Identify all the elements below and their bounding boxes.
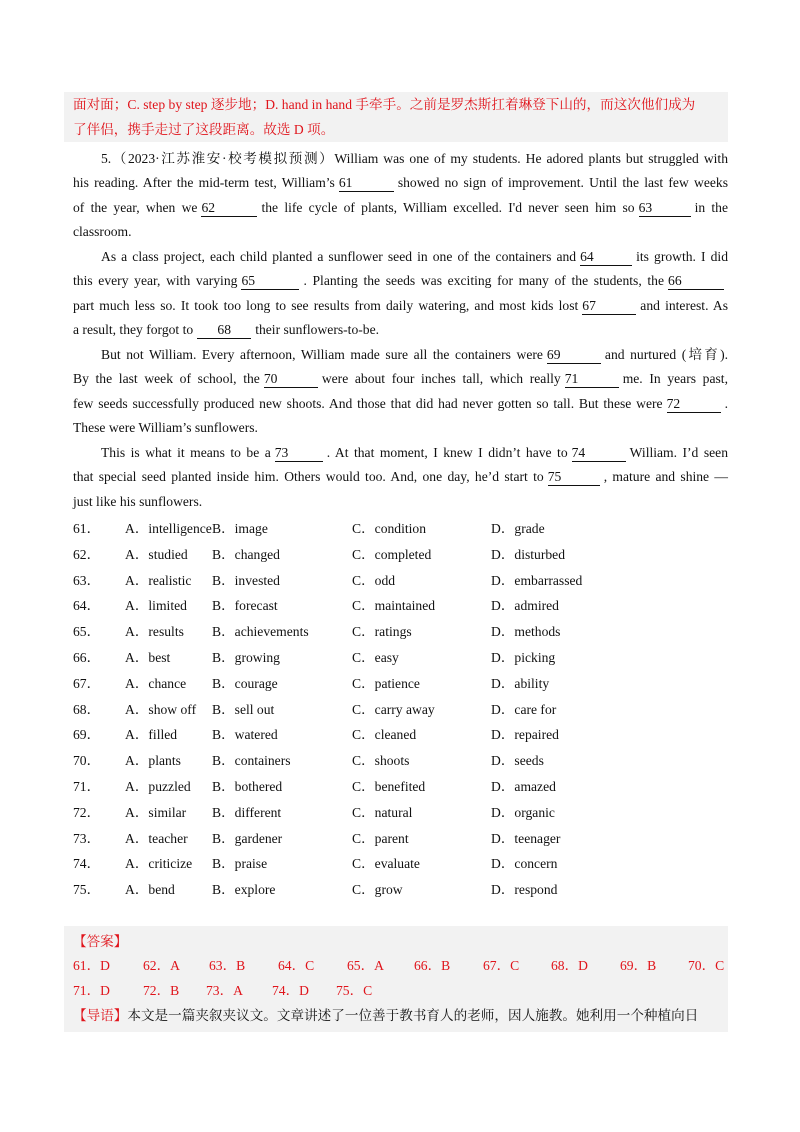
option-d: D．ability [491, 675, 550, 691]
option-row [73, 878, 728, 898]
answer-item: 63．B [209, 958, 246, 973]
option-c: C．evaluate [352, 856, 420, 872]
blank-65: 65 [241, 272, 299, 290]
passage-text: the life cycle of plants, William excelled. I'd never seen him so [261, 200, 635, 215]
question-number: 61． [73, 521, 101, 536]
option-row [73, 672, 728, 692]
question-number: 74． [73, 856, 101, 872]
passage-text: and interest. As [640, 298, 728, 313]
passage-line [73, 245, 728, 270]
option-d: D．embarrassed [491, 572, 583, 588]
blank-64: 64 [580, 248, 632, 266]
option-c: C．grow [352, 882, 403, 898]
option-c: C．ratings [352, 624, 412, 640]
passage-text: But not William. Every afternoon, William made sure all the containers were [101, 347, 543, 362]
option-row [73, 801, 728, 821]
option-c: C．natural [352, 804, 413, 820]
option-row [73, 517, 728, 537]
option-row [73, 749, 728, 769]
answer-item: 62．A [143, 958, 181, 973]
question-number: 75． [73, 882, 101, 898]
option-a: A．studied [125, 546, 188, 562]
option-b: B．bothered [212, 779, 283, 794]
option-row [73, 827, 728, 847]
question-number: 72． [73, 804, 101, 820]
passage-line [73, 171, 728, 196]
passage-text: showed no sign of improvement. Until the last few weeks [397, 175, 728, 190]
option-row [73, 646, 728, 666]
option-a: A．plants [125, 753, 181, 769]
question-number: 62． [73, 546, 101, 562]
question-source: 5.（2023·江苏淮安·校考模拟预测） [101, 151, 335, 166]
passage-text: . Planting the seeds was exciting for many of the students, the [303, 273, 665, 288]
option-d: D．respond [491, 882, 558, 898]
passage-text: its growth. I did [636, 249, 728, 264]
passage-line [73, 416, 728, 441]
option-c: C．condition [352, 521, 427, 536]
option-d: D．teenager [491, 830, 561, 846]
option-row [73, 543, 728, 563]
option-b: B．gardener [212, 830, 283, 846]
answer-label: 【答案】 [73, 934, 128, 949]
option-c: C．parent [352, 830, 409, 846]
option-a: A．best [125, 650, 171, 665]
option-b: B．image [212, 521, 268, 536]
blank-67: 67 [582, 297, 636, 315]
blank-74: 74 [572, 444, 626, 462]
option-c: C．shoots [352, 753, 410, 769]
passage-line [73, 220, 728, 245]
passage-text: This is what it means to be a [101, 445, 271, 460]
question-number: 65． [73, 624, 101, 640]
option-a: A．similar [125, 804, 187, 820]
option-c: C．completed [352, 546, 432, 562]
passage-text: few seeds successfully produced new shoots. And those that did had never gotten so tall. But these were [73, 396, 663, 411]
option-b: B．forecast [212, 598, 278, 614]
passage-line [73, 294, 728, 319]
top-note-line-1: 面对面；C. step by step 逐步地；D. hand in hand 手牵手。之前是罗杰斯扛着琳登下山的，而这次他们成为 [73, 97, 696, 112]
answer-item: 68．D [551, 958, 589, 973]
passage-text: William was one of my students. He adored plants but struggled with [334, 151, 728, 166]
option-row [73, 594, 728, 614]
answer-item: 75．C [336, 983, 373, 998]
question-number: 66． [73, 650, 101, 665]
option-row [73, 852, 728, 872]
option-b: B．invested [212, 572, 280, 588]
passage-text: his reading. After the mid-term test, William’s [73, 175, 335, 190]
question-number: 63． [73, 572, 101, 588]
option-a: A．chance [125, 675, 187, 691]
option-a: A．bend [125, 882, 175, 898]
option-d: D．organic [491, 804, 555, 820]
option-d: D．care for [491, 701, 557, 717]
option-b: B．containers [212, 753, 291, 769]
blank-61: 61 [339, 174, 394, 192]
option-row [73, 569, 728, 589]
passage-text: part much less so. It took too long to see results from daily watering, and most kids lost [73, 298, 579, 313]
passage-text: classroom. [73, 224, 132, 239]
question-number: 64． [73, 598, 101, 614]
passage-text: . [724, 396, 728, 411]
passage-text: By the last week of school, the [73, 371, 260, 386]
option-d: D．picking [491, 650, 556, 665]
option-b: B．different [212, 804, 282, 820]
passage-line [73, 269, 728, 294]
blank-63: 63 [639, 199, 691, 217]
option-b: B．praise [212, 856, 268, 872]
blank-75: 75 [548, 468, 600, 486]
answer-item: 70．C [688, 958, 725, 973]
passage-line [73, 392, 728, 417]
option-d: D．methods [491, 624, 561, 640]
passage-text: just like his sunflowers. [73, 494, 203, 509]
blank-70: 70 [264, 370, 318, 388]
option-a: A．criticize [125, 856, 193, 872]
blank-69: 69 [547, 346, 601, 364]
answer-item: 71．D [73, 983, 111, 998]
answer-item: 67．C [483, 958, 520, 973]
passage-line [73, 196, 728, 221]
passage-text: , mature and shine — [603, 469, 729, 484]
option-row [73, 620, 728, 640]
question-number: 70． [73, 753, 101, 769]
passage-line [73, 318, 728, 343]
answer-item: 64．C [278, 958, 315, 973]
answer-item: 65．A [347, 958, 385, 973]
passage-line [73, 441, 728, 466]
answer-item: 74．D [272, 983, 310, 998]
passage-line [73, 343, 728, 368]
option-d: D．disturbed [491, 546, 566, 562]
passage-text: that special seed planted inside him. Others would too. And, one day, he’d start to [73, 469, 544, 484]
question-number: 69． [73, 727, 101, 743]
passage-text: These were William’s sunflowers. [73, 420, 258, 435]
blank-71: 71 [565, 370, 619, 388]
option-a: A．realistic [125, 572, 192, 588]
passage-text: of the year, when we [73, 200, 198, 215]
option-b: B．courage [212, 675, 278, 691]
option-c: C．patience [352, 675, 420, 691]
question-number: 68． [73, 701, 101, 717]
guide-text: 本文是一篇夹叙夹议文。文章讲述了一位善于教书育人的老师，因人施教。她利用一个种植向日 [127, 1008, 699, 1023]
passage-text: their sunflowers-to-be. [255, 322, 380, 337]
passage-text: and nurtured (培育). [604, 347, 728, 362]
option-b: B．watered [212, 727, 278, 743]
option-b: B．changed [212, 546, 280, 562]
question-number: 73． [73, 830, 101, 846]
blank-72: 72 [667, 395, 721, 413]
option-row [73, 775, 728, 795]
passage-line [73, 490, 728, 515]
option-row [73, 698, 728, 718]
passage-text: in the [694, 200, 728, 215]
option-a: A．limited [125, 598, 187, 614]
guide-line [73, 1004, 698, 1024]
option-d: D．concern [491, 856, 558, 872]
answer-item: 73．A [206, 983, 244, 998]
option-a: A．filled [125, 727, 178, 743]
top-note-line-2: 了伴侣，携手走过了这段距离。故选 D 项。 [73, 122, 335, 137]
option-b: B．explore [212, 882, 276, 898]
passage-text: As a class project, each child planted a sunflower seed in one of the containers and [101, 249, 577, 264]
option-d: D．amazed [491, 779, 556, 794]
passage-text: William. I’d seen [629, 445, 728, 460]
option-a: A．intelligence [125, 521, 212, 536]
answer-item: 72．B [143, 983, 180, 998]
question-number: 71． [73, 779, 101, 794]
passage-text: this every year, with varying [73, 273, 238, 288]
option-c: C．maintained [352, 598, 436, 614]
option-row [73, 723, 728, 743]
option-c: C．odd [352, 572, 396, 588]
option-a: A．show off [125, 701, 197, 717]
guide-label: 【导语】 [73, 1008, 128, 1023]
blank-73: 73 [275, 444, 323, 462]
blank-62: 62 [201, 199, 257, 217]
answer-item: 61．D [73, 958, 111, 973]
blank-66: 66 [668, 272, 724, 290]
passage-text: were about four inches tall, which really [321, 371, 561, 386]
option-d: D．seeds [491, 753, 544, 769]
option-d: D．admired [491, 598, 559, 614]
passage-text: a result, they forgot to [73, 322, 194, 337]
blank-68: 68 [197, 321, 251, 339]
option-d: D．grade [491, 521, 545, 536]
option-a: A．puzzled [125, 779, 191, 794]
option-a: A．results [125, 624, 184, 640]
option-b: B．growing [212, 650, 280, 665]
passage-line [73, 465, 728, 490]
option-c: C．carry away [352, 701, 435, 717]
option-c: C．cleaned [352, 727, 417, 743]
question-number: 67． [73, 675, 101, 691]
passage-text: . At that moment, I knew I didn’t have to [326, 445, 568, 460]
passage-text: me. In years past, [622, 371, 728, 386]
option-b: B．achievements [212, 624, 309, 640]
passage-line [73, 367, 728, 392]
passage-line [101, 147, 728, 172]
answer-item: 69．B [620, 958, 657, 973]
option-a: A．teacher [125, 830, 188, 846]
option-b: B．sell out [212, 701, 275, 717]
option-c: C．easy [352, 650, 399, 665]
option-c: C．benefited [352, 779, 426, 794]
answer-item: 66．B [414, 958, 451, 973]
option-d: D．repaired [491, 727, 559, 743]
